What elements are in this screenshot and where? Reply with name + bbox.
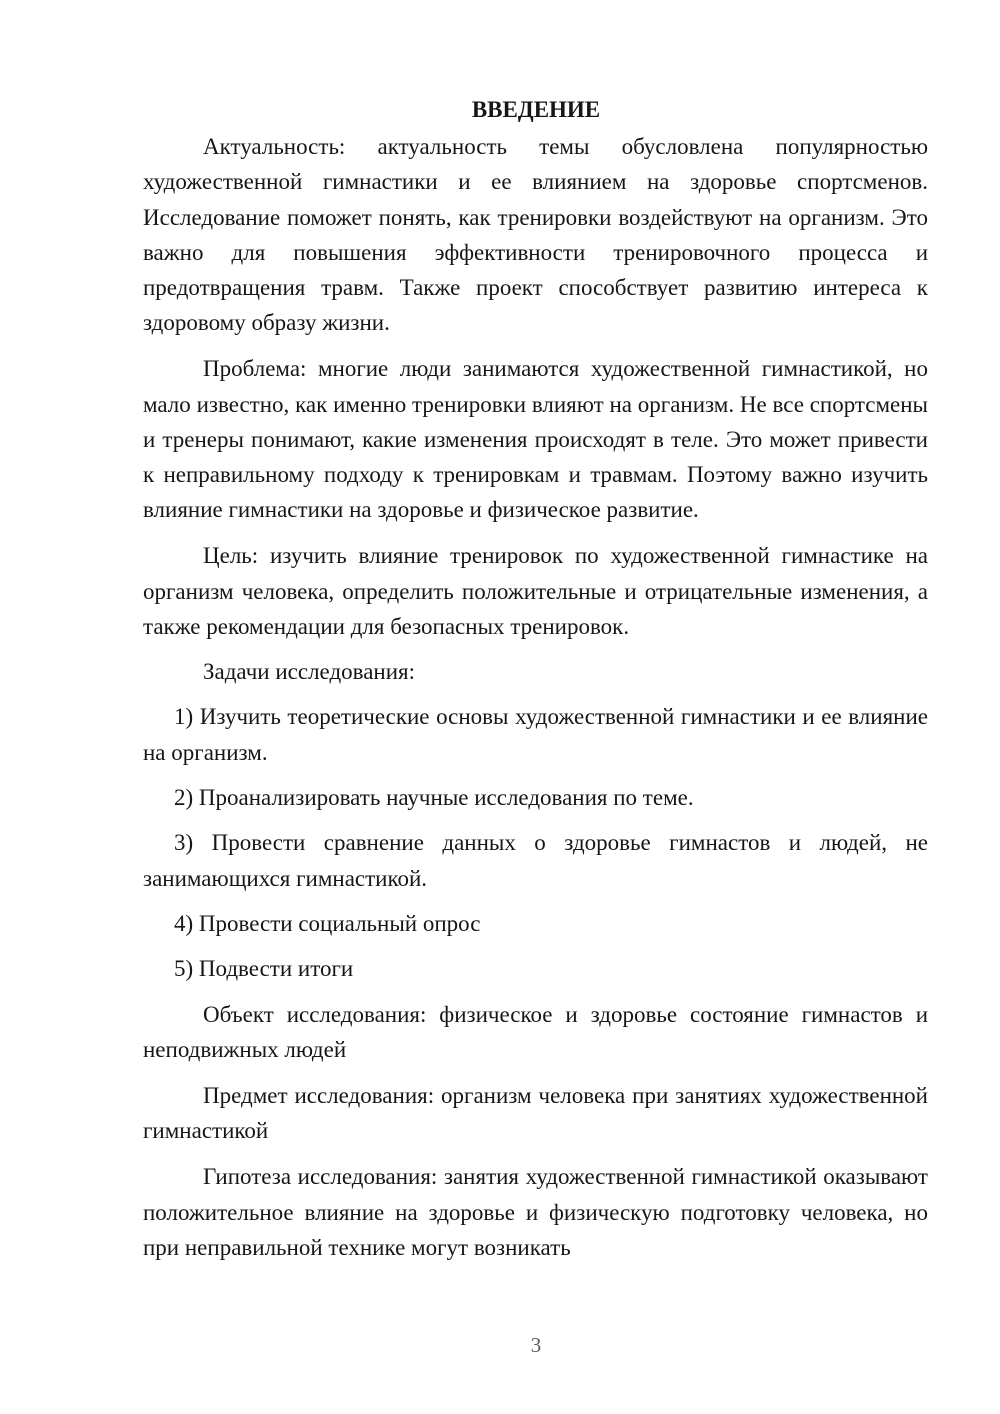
task-item-4: 4) Провести социальный опрос bbox=[174, 910, 481, 936]
task-item-5: 5) Подвести итоги bbox=[174, 956, 354, 982]
document-page bbox=[143, 92, 928, 1265]
page-number: 3 bbox=[530, 1333, 542, 1357]
paragraph-relevance: Актуальность: актуальность темы обусловлена популярностью художественной гимнастики и ее влиянием на здоровье спортсменов. Исследование поможет понять, как тренировки воздействуют на организм. Это важно для повышения эффективности тренировочного процесса и предотвращения травм. Также проект способствует развитию интереса к здоровому образу жизни. bbox=[143, 134, 928, 336]
task-item-1: 1) Изучить теоретические основы художественной гимнастики и ее влияние на организм. bbox=[143, 704, 928, 765]
task-item-2: 2) Проанализировать научные исследования по теме. bbox=[174, 785, 694, 811]
paragraph-subject: Предмет исследования: организм человека при занятиях художественной гимнастикой bbox=[143, 1083, 928, 1144]
paragraph-hypothesis: Гипотеза исследования: занятия художественной гимнастикой оказывают положительное влияние на здоровье и физическую подготовку человека, но при неправильной технике могут возникать bbox=[143, 1164, 928, 1260]
tasks-heading: Задачи исследования: bbox=[203, 659, 416, 685]
paragraph-problem: Проблема: многие люди занимаются художественной гимнастикой, но мало известно, как именно тренировки влияют на организм. Не все спортсмены и тренеры понимают, какие изменения происходят в теле. Это может привести к неправильному подходу к тренировкам и травмам. Поэтому важно изучить влияние гимнастики на здоровье и физическое развитие. bbox=[143, 356, 928, 523]
task-item-3: 3) Провести сравнение данных о здоровье гимнастов и людей, не занимающихся гимнастикой. bbox=[143, 830, 928, 891]
paragraph-goal: Цель: изучить влияние тренировок по художественной гимнастике на организм человека, определить положительные и отрицательные изменения, а также рекомендации для безопасных тренировок. bbox=[143, 543, 928, 639]
paragraph-object: Объект исследования: физическое и здоровье состояние гимнастов и неподвижных людей bbox=[143, 1002, 928, 1063]
page-title: ВВЕДЕНИЕ bbox=[471, 97, 601, 122]
